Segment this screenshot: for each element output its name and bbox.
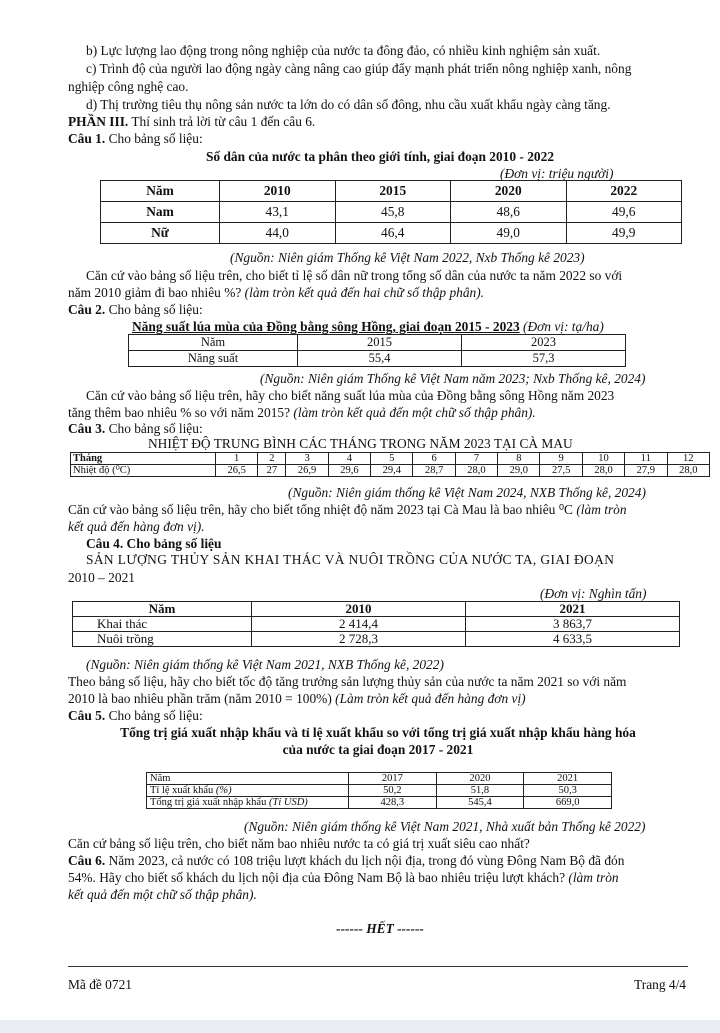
q5-source: (Nguồn: Niên giám thống kê Việt Nam 2021, Nhà xuất bản Thống kê 2022) — [244, 819, 646, 834]
q2-table — [128, 334, 626, 367]
q4-unit: (Đơn vị: Nghìn tấn) — [540, 586, 647, 601]
q6-question-line2: 54%. Hãy cho biết số khách du lịch nội địa của Đông Nam Bộ là bao nhiêu triệu lượt khách? (làm tròn — [68, 870, 619, 885]
q2-question-line1: Căn cứ vào bảng số liệu trên, hãy cho biết năng suất lúa mùa của Đồng bằng sông Hồng năm 2023 — [86, 388, 615, 403]
table-row: Tổng trị giá xuất nhập khẩu (Tỉ USD) 428,3 545,4 669,0 — [147, 797, 612, 809]
q1-question-line2: năm 2010 giảm đi bao nhiêu %? (làm tròn kết quả đến hai chữ số thập phân). — [68, 285, 485, 300]
q2-heading: Câu 2. Cho bảng số liệu: — [68, 302, 203, 317]
q5-title-line2: của nước ta giai đoạn 2017 - 2021 — [282, 742, 474, 757]
q1-title: Số dân của nước ta phân theo giới tính, giai đoạn 2010 - 2022 — [205, 149, 555, 164]
table-row: Năng suất 55,4 57,3 — [129, 351, 626, 367]
q1-table — [100, 180, 682, 244]
q1-unit: (Đơn vị: triệu người) — [500, 166, 614, 181]
q1-source: (Nguồn: Niên giám Thống kê Việt Nam 2022, Nxb Thống kê 2023) — [230, 250, 585, 265]
q4-source: (Nguồn: Niên giám thống kê Việt Nam 2021, NXB Thống kê, 2022) — [86, 657, 444, 672]
q2-source: (Nguồn: Niên giám Thống kê Việt Nam năm 2023; Nxb Thống kê, 2024) — [260, 371, 646, 386]
q6-question-line3: kết quả đến một chữ số thập phân). — [68, 887, 257, 902]
q3-title: NHIỆT ĐỘ TRUNG BÌNH CÁC THÁNG TRONG NĂM 2023 TẠI CÀ MAU — [148, 436, 573, 451]
q2-question-line2: tăng thêm bao nhiêu % so với năm 2015? (làm tròn kết quả đến một chữ số thập phân). — [68, 405, 536, 420]
table-row: Nuôi trồng 2 728,3 4 633,5 — [73, 632, 680, 647]
footer-divider — [68, 966, 688, 967]
table-row: Nữ 44,0 46,4 49,0 49,9 — [101, 223, 682, 244]
table-row: Nam 43,1 45,8 48,6 49,6 — [101, 202, 682, 223]
q5-heading: Câu 5. Cho bảng số liệu: — [68, 708, 203, 723]
statement-c-line1: c) Trình độ của người lao động ngày càng nâng cao giúp đẩy mạnh phát triển nông nghiệp xanh, nông — [86, 61, 632, 76]
q1-heading: Câu 1. Cho bảng số liệu: — [68, 131, 203, 146]
q4-title-line1: SẢN LƯỢNG THỦY SẢN KHAI THÁC VÀ NUÔI TRỒNG CỦA NƯỚC TA, GIAI ĐOẠN — [86, 552, 615, 567]
q3-question-line1: Căn cứ vào bảng số liệu trên, hãy cho biết tổng nhiệt độ năm 2023 tại Cà Mau là bao nhiêu ⁰C (làm tròn — [68, 502, 627, 517]
q5-title-line1: Tổng trị giá xuất nhập khẩu và tỉ lệ xuất khẩu so với tổng trị giá xuất nhập khẩu hàng hóa — [120, 725, 636, 740]
q3-table — [70, 452, 710, 477]
exam-code: Mã đề 0721 — [68, 977, 132, 992]
q3-source: (Nguồn: Niên giám thống kê Việt Nam 2024, NXB Thống kê, 2024) — [288, 485, 646, 500]
table-row: Năm 2015 2023 — [129, 335, 626, 351]
q6-question-line1: Câu 6. Năm 2023, cả nước có 108 triệu lượt khách du lịch nội địa, trong đó vùng Đông Nam Bộ đã đón — [68, 853, 625, 868]
q4-question-line1: Theo bảng số liệu, hãy cho biết tốc độ tăng trưởng sản lượng thủy sản của nước ta năm 2021 so với năm — [68, 674, 627, 689]
table-row: Khai thác 2 414,4 3 863,7 — [73, 617, 680, 632]
table-row: Năm 2010 2015 2020 2022 — [101, 181, 682, 202]
statement-d: d) Thị trường tiêu thụ nông sản nước ta lớn do có dân số đông, nhu cầu xuất khẩu ngày càng tăng. — [86, 97, 611, 112]
end-marker: ------ HẾT ------ — [336, 921, 424, 936]
q2-title: Năng suất lúa mùa của Đồng bằng sông Hồng, giai đoạn 2015 - 2023 (Đơn vị: tạ/ha) — [132, 319, 604, 334]
table-row: Năm 2010 2021 — [73, 602, 680, 617]
q5-table — [146, 772, 612, 809]
q4-heading: Câu 4. Cho bảng số liệu — [86, 536, 222, 551]
table-row: Tỉ lệ xuất khẩu (%) 50,2 51,8 50,3 — [147, 785, 612, 797]
page-number: Trang 4/4 — [634, 977, 686, 992]
part-heading: PHẦN III. Thí sinh trả lời từ câu 1 đến câu 6. — [68, 114, 316, 129]
q4-title-line2: 2010 – 2021 — [68, 570, 135, 585]
q4-question-line2: 2010 là bao nhiêu phần trăm (năm 2010 = 100%) (Làm tròn kết quả đến hàng đơn vị) — [68, 691, 526, 706]
table-row: Nhiệt độ (⁰C) 26,5 27 26,9 29,6 29,4 28,7 28,0 29,0 27,5 28,0 27,9 28,0 — [71, 465, 710, 477]
q1-question-line1: Căn cứ vào bảng số liệu trên, cho biết tỉ lệ số dân nữ trong tổng số dân của nước ta năm 2022 so với — [86, 268, 623, 283]
table-row: Tháng 1 2 3 4 5 6 7 8 9 10 11 12 — [71, 453, 710, 465]
statement-c-line2: nghiệp công nghệ cao. — [68, 79, 189, 94]
q3-heading: Câu 3. Cho bảng số liệu: — [68, 421, 203, 436]
statement-b: b) Lực lượng lao động trong nông nghiệp của nước ta đông đảo, có nhiều kinh nghiệm sản xuất. — [86, 43, 601, 58]
q4-table — [72, 601, 680, 647]
q5-question: Căn cứ bảng số liệu trên, cho biết năm bao nhiêu nước ta có giá trị xuất siêu cao nhất? — [68, 836, 530, 851]
q3-question-line2: kết quả đến hàng đơn vị). — [68, 519, 205, 534]
table-row: Năm 2017 2020 2021 — [147, 773, 612, 785]
